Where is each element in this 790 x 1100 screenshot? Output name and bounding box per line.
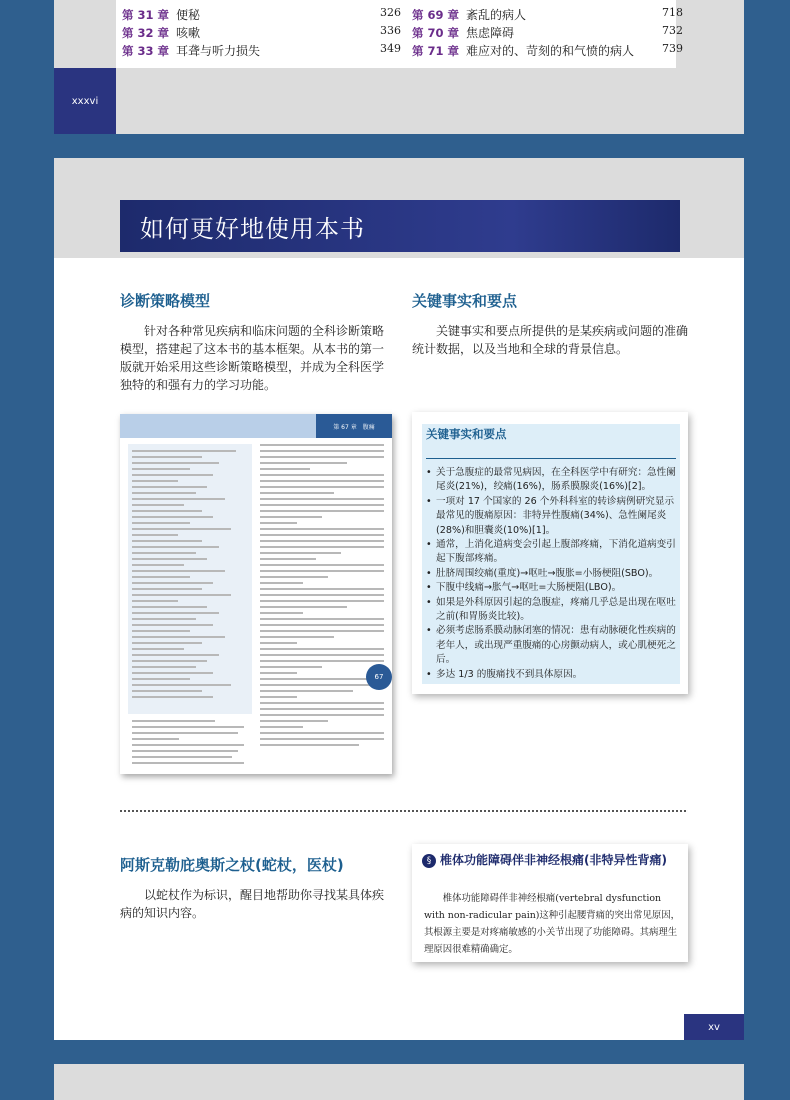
example-topic-text: 椎体功能障碍伴非神经根痛(vertebral dysfunction with non-radicular pain)这种引起腰背痛的突出常见原因，其根源主要是对疼痛敏感的小关节出现了功能障碍。其病理生理原因很难精确确定。	[424, 893, 681, 955]
key-facts-divider	[426, 458, 676, 459]
next-page	[54, 1064, 744, 1100]
toc-entry: 第 69 章 紊乱的病人 718	[412, 6, 683, 22]
page-number: xxxvi	[54, 68, 116, 134]
list-item: • 如果是外科原因引起的急腹症，疼痛几乎总是出现在呕吐之前(和胃肠炎比较)。	[426, 596, 676, 625]
key-facts-card	[412, 412, 688, 694]
list-item: • 关于急腹症的最常见病因，在全科医学中有研究：急性阑尾炎(21%)，绞痛(16%)，肠系膜腺炎(16%)[2]。	[426, 466, 676, 495]
toc-panel	[116, 0, 683, 68]
toc-entry: 第 33 章 耳聋与听力损失 349	[122, 42, 401, 58]
toc-entry: 第 71 章 难应对的、苛刻的和气愤的病人 739	[412, 42, 683, 58]
toc-entry: 第 32 章 咳嗽 336	[122, 24, 401, 40]
thumbnail-header	[120, 414, 392, 438]
list-item: • 肚脐周围绞痛(重度)→呕吐→腹胀=小肠梗阻(SBO)。	[426, 567, 676, 581]
diagnosis-heading: 诊断策略模型	[120, 292, 211, 310]
sample-page-thumbnail	[120, 414, 392, 774]
list-item: • 下腹中线痛→胀气→呕吐=大肠梗阻(LBO)。	[426, 581, 676, 595]
list-item: • 一项对 17 个国家的 26 个外科科室的转诊病例研究显示最常见的腹痛原因：非特异性腹痛(34%)、急性阑尾炎(28%)和胆囊炎(10%)[1]。	[426, 495, 676, 538]
toc-entry: 第 70 章 焦虑障碍 732	[412, 24, 683, 40]
key-facts-list	[426, 466, 676, 682]
staff-icon: §	[422, 854, 436, 868]
section-divider	[120, 810, 686, 812]
key-facts-title: 关键事实和要点	[422, 424, 680, 444]
keyfacts-heading: 关键事实和要点	[412, 292, 518, 310]
previous-page	[54, 0, 744, 134]
chapter-number-badge: 67	[366, 664, 392, 690]
example-topic-title: 椎体功能障碍伴非神经根痛(非特异性背痛)	[440, 853, 667, 867]
main-page	[54, 158, 744, 1040]
thumbnail-text-lines	[132, 450, 248, 702]
thumbnail-chapter-tag: 第 67 章 腹痛	[316, 414, 392, 438]
page-number: xv	[684, 1014, 744, 1040]
list-item: • 通常，上消化道病变会引起上腹部疼痛，下消化道病变引起下腹部疼痛。	[426, 538, 676, 567]
asclepius-text: 以蛇杖作为标识，醒目地帮助你寻找某具体疾病的知识内容。	[120, 888, 385, 920]
list-item: • 必须考虑肠系膜动脉闭塞的情况：患有动脉硬化性疾病的老年人，或出现严重腹痛的心房颤动病人，或心肌梗死之后。	[426, 624, 676, 667]
asclepius-heading: 阿斯克勒庇奥斯之杖(蛇杖，医杖)	[120, 856, 344, 874]
toc-entry: 第 31 章 便秘 326	[122, 6, 401, 22]
example-topic-card	[412, 844, 688, 962]
page-title: 如何更好地使用本书	[120, 200, 680, 252]
keyfacts-text: 关键事实和要点所提供的是某疾病或问题的准确统计数据，以及当地和全球的背景信息。	[412, 324, 689, 356]
thumbnail-text-lines	[260, 444, 384, 750]
diagnosis-text: 针对各种常见疾病和临床问题的全科诊断策略模型，搭建起了这本书的基本框架。从本书的第一版就开始采用这些诊断策略模型，并成为全科医学独特的和强有力的学习功能。	[120, 324, 385, 392]
list-item: • 多达 1/3 的腹痛找不到具体原因。	[426, 668, 676, 682]
thumbnail-text-lines	[132, 720, 250, 768]
